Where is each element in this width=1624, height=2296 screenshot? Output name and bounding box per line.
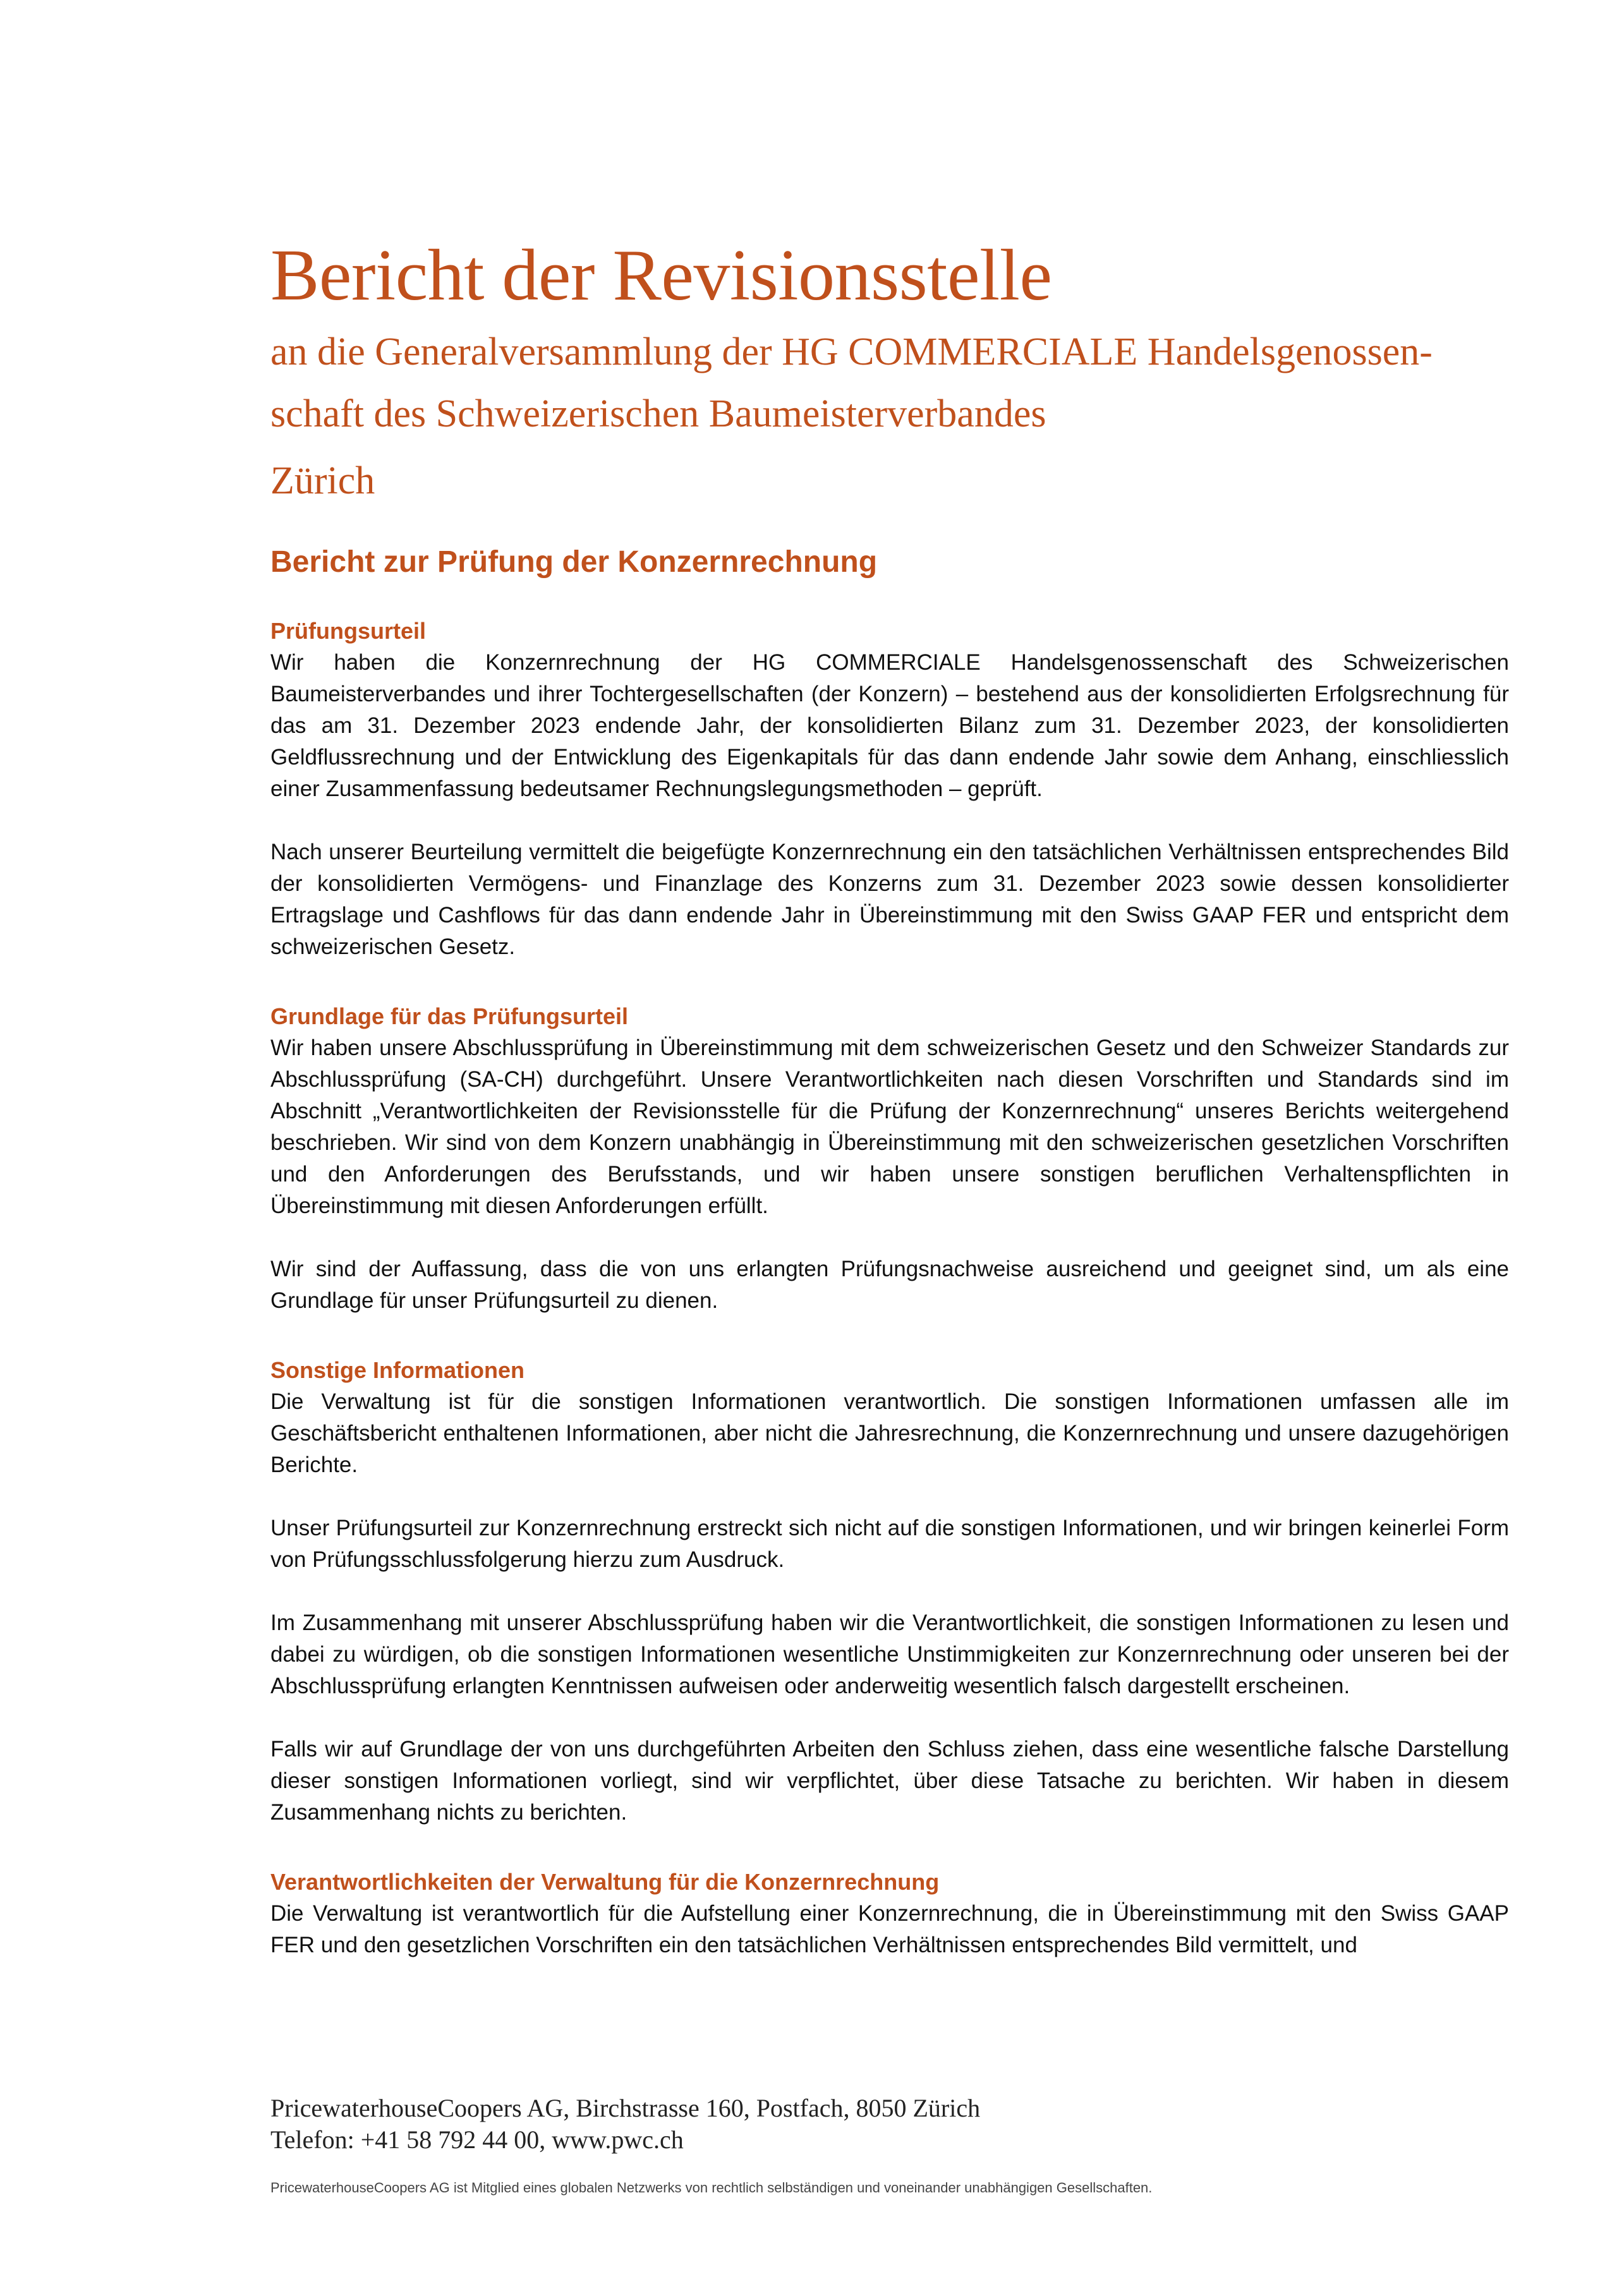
paragraph: Unser Prüfungsurteil zur Konzernrechnung erstreckt sich nicht auf die sonstigen Informationen, und wir bringen keinerlei Form von Prüfungsschlussfolgerung hierzu zum Ausdruck. (270, 1516, 1509, 1572)
footer-legal-note: PricewaterhouseCoopers AG ist Mitglied eines globalen Netzwerks von rechtlich selbständigen und voneinander unabhängigen Gesellschaften. (270, 2180, 1153, 2196)
report-subtitle (270, 321, 1509, 445)
paragraph: Im Zusammenhang mit unserer Abschlussprüfung haben wir die Verantwortlichkeit, die sonstigen Informationen zu lesen und dabei zu würdigen, ob die sonstigen Informationen wesentliche Unstimmigkeiten zur Konzernrechnung oder unseren bei der Abschlussprüfung erlangten Kenntnissen aufweisen oder anderweitig wesentlich falsch dargestellt erscheinen. (270, 1610, 1509, 1698)
footer-address-line-2: Telefon: +41 58 792 44 00, www.pwc.ch (270, 2125, 684, 2154)
section-verantwortlichkeiten-verwaltung (270, 1866, 1509, 1961)
paragraph: Nach unserer Beurteilung vermittelt die beigefügte Konzernrechnung ein den tatsächlichen Verhältnissen entsprechendes Bild der konsolidierten Vermögens- und Finanzlage des Konzerns zum 31. Dezember 2023 sowie dessen konsolidierter Ertragslage und Cashflows für das dann endende Jahr in Übereinstimmung mit den Swiss GAAP FER und entspricht dem schweizerischen Gesetz. (270, 840, 1509, 959)
section-heading: Verantwortlichkeiten der Verwaltung für die Konzernrechnung (270, 1869, 940, 1895)
section-pruefungsurteil (270, 615, 1509, 963)
report-heading: Bericht zur Prüfung der Konzernrechnung (270, 545, 878, 579)
subtitle-line-2: schaft des Schweizerischen Baumeisterverbandes (270, 392, 1046, 435)
paragraph: Die Verwaltung ist verantwortlich für die Aufstellung einer Konzernrechnung, die in Übereinstimmung mit den Swiss GAAP FER und den gesetzlichen Vorschriften ein den tatsächlichen Verhältnissen entsprechendes Bild vermittelt, und (270, 1901, 1509, 1957)
report-city: Zürich (270, 459, 375, 502)
section-heading: Sonstige Informationen (270, 1357, 525, 1383)
report-content (270, 231, 1509, 1961)
footer-address (270, 2093, 1471, 2156)
paragraph: Wir haben die Konzernrechnung der HG COMMERCIALE Handelsgenossenschaft des Schweizerischen Baumeisterverbandes und ihrer Tochtergesellschaften (der Konzern) – bestehend aus der konsolidierten Erfolgsrechnung für das am 31. Dezember 2023 endende Jahr, der konsolidierten Bilanz zum 31. Dezember 2023, der konsolidierten Geldflussrechnung und der Entwicklung des Eigenkapitals für das dann endende Jahr sowie dem Anhang, einschliesslich einer Zusammenfassung bedeutsamer Rechnungslegungsmethoden – geprüft. (270, 650, 1509, 801)
section-heading: Prüfungsurteil (270, 618, 427, 644)
section-heading: Grundlage für das Prüfungsurteil (270, 1003, 629, 1029)
report-title: Bericht der Revisionsstelle (270, 235, 1052, 316)
subtitle-line-1: an die Generalversammlung der HG COMMERCIALE Handelsgenossen- (270, 330, 1433, 373)
section-grundlage (270, 1001, 1509, 1317)
paragraph: Falls wir auf Grundlage der von uns durchgeführten Arbeiten den Schluss ziehen, dass eine wesentliche falsche Darstellung dieser sonstigen Informationen vorliegt, sind wir verpflichtet, über diese Tatsache zu berichten. Wir haben in diesem Zusammenhang nichts zu berichten. (270, 1737, 1509, 1825)
paragraph: Wir sind der Auffassung, dass die von uns erlangten Prüfungsnachweise ausreichend und geeignet sind, um als eine Grundlage für unser Prüfungsurteil zu dienen. (270, 1257, 1509, 1313)
section-sonstige-informationen (270, 1355, 1509, 1828)
paragraph: Wir haben unsere Abschlussprüfung in Übereinstimmung mit dem schweizerischen Gesetz und den Schweizer Standards zur Abschlussprüfung (SA-CH) durchgeführt. Unsere Verantwortlichkeiten nach diesen Vorschriften und Standards sind im Abschnitt „Verantwortlichkeiten der Revisionsstelle für die Prüfung der Konzernrechnung“ unseres Berichts weitergehend beschrieben. Wir sind von dem Konzern unabhängig in Übereinstimmung mit den schweizerischen gesetzlichen Vorschriften und den Anforderungen des Berufsstands, und wir haben unsere sonstigen beruflichen Verhaltenspflichten in Übereinstimmung mit diesen Anforderungen erfüllt. (270, 1036, 1509, 1218)
paragraph: Die Verwaltung ist für die sonstigen Informationen verantwortlich. Die sonstigen Informationen umfassen alle im Geschäftsbericht enthaltenen Informationen, aber nicht die Jahresrechnung, die Konzernrechnung und unsere dazugehörigen Berichte. (270, 1389, 1509, 1477)
footer-address-line-1: PricewaterhouseCoopers AG, Birchstrasse 160, Postfach, 8050 Zürich (270, 2094, 981, 2122)
